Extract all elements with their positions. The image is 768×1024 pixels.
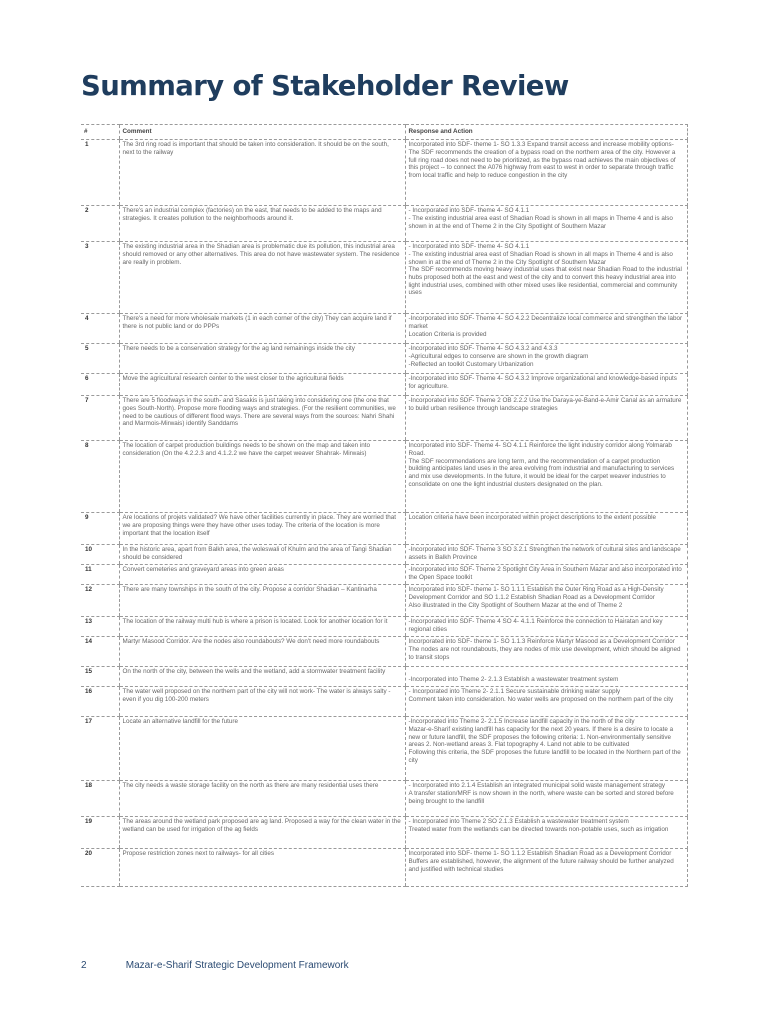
row-response bbox=[405, 848, 687, 886]
table-row bbox=[81, 584, 687, 616]
response-line: - The existing industrial area east of Shadian Road is shown in all maps in Theme 4 and is also shown in at the end of Theme 2 in the City Spotlight of Southern Mazar bbox=[408, 214, 673, 230]
table-row bbox=[81, 564, 687, 584]
table-row bbox=[81, 686, 687, 716]
table-row bbox=[81, 139, 687, 205]
row-response bbox=[405, 512, 687, 544]
table-row bbox=[81, 780, 687, 816]
response-line: -Incorporated into SDF- Theme 4- SO 4.2.2 Decentralize local commerce and strengthen the labor market bbox=[408, 315, 683, 330]
response-line: Incorporated into SDF- theme 1- SO 1.1.3 Reinforce Martyr Masood as a Development Corridor bbox=[408, 638, 675, 646]
row-response bbox=[405, 564, 687, 584]
page-footer bbox=[81, 960, 349, 971]
response-line: Comment taken into consideration. No water wells are proposed on the northern part of the city bbox=[408, 695, 674, 703]
page-number: 2 bbox=[81, 960, 87, 971]
row-comment: The water well proposed on the northern part of the city will not work- The water is always salty - even if you dig 100-200 meters bbox=[119, 686, 405, 716]
response-line: Treated water from the wetlands can be directed towards non-potable uses, such as irrigation bbox=[408, 825, 669, 833]
row-comment: There's an industrial complex (factories) on the east, that needs to be added to the maps and strategies. It creates pollution to the neighborhoods around it. bbox=[119, 205, 405, 241]
row-response bbox=[405, 440, 687, 512]
response-line: -Reflected an toolkit Customary Urbanization bbox=[408, 360, 534, 368]
row-comment: There's a need for more wholesale markets (1 in each corner of the city) They can acquire land if there is not public land or do PPPs bbox=[119, 313, 405, 343]
row-comment: Are locations of projets validated? We have other facilities currently in place. They are worried that we are proposing things were they have other uses today. The criteria of the location is more important that the location itself bbox=[119, 512, 405, 544]
row-comment: There needs to be a conservation strategy for the ag land remainings inside the city bbox=[119, 343, 405, 373]
row-number: 5 bbox=[81, 343, 119, 373]
row-response bbox=[405, 395, 687, 440]
table-row bbox=[81, 241, 687, 313]
table-row bbox=[81, 373, 687, 395]
row-number: 14 bbox=[81, 636, 119, 666]
response-line: Location criteria have been incorporated within project descriptions to the extent possible bbox=[408, 514, 656, 522]
table-row bbox=[81, 343, 687, 373]
table-row bbox=[81, 666, 687, 686]
row-number: 11 bbox=[81, 564, 119, 584]
row-response bbox=[405, 666, 687, 686]
row-comment: Move the agricultural research center to the west closer to the agricultural fields bbox=[119, 373, 405, 395]
response-line: -Incorporated into SDF- Theme 2 Spotlight City Area in Southern Mazar and also incorporated into the Open Space toolkit bbox=[408, 566, 682, 581]
response-line: The SDF recommends moving heavy industrial uses that exist near Shadian Road to the industrial hubs proposed both at the east and west of the city and to convert this heavy industrial area into light industrial uses, combined with other mixed uses like residential, commercial and community uses bbox=[408, 266, 682, 297]
row-comment: The 3rd ring road is important that should be taken into consideration. It should be on the south, next to the railway bbox=[119, 139, 405, 205]
row-comment: Propose restriction zones next to railways- for all cities bbox=[119, 848, 405, 886]
response-line: -Incorporated into SDF- Theme 4 SO 4- 4.1.1 Reinforce the connection to Hairatan and key regional cities bbox=[408, 618, 663, 633]
row-comment: The location of carpet production buildings needs to be shown on the map and taken into consideration (On the 4.2.2.3 and 4.1.2.2 we have the carpet weaver Shahrak- Mirwais) bbox=[119, 440, 405, 512]
row-number: 4 bbox=[81, 313, 119, 343]
response-line: The SDF recommends the creation of a bypass road on the northern area of the city. However a full ring road does not need to be prioritized, as the bypass road achieves the main objectives of this project -- to connect the A076 highway from east to west in order to separate through traffic from local traffic and help to reduce congestion in the city bbox=[408, 148, 676, 179]
response-line: Incorporated into SDF- theme 1- SO 1.1.1 Establish the Outer Ring Road as a High-Density Development Corridor and SO 1.1.2 Establish Shadian Road as a Development Corridor bbox=[408, 586, 664, 601]
response-line: The nodes are not roundabouts, they are nodes of mix use development, which should be aligned to transit stops bbox=[408, 645, 681, 661]
document-title: Mazar-e-Sharif Strategic Development Framework bbox=[125, 960, 349, 971]
response-line: Incorporated into SDF- theme 1- SO 1.1.2 Establish Shadian Road as a Development Corridor bbox=[408, 850, 672, 858]
row-response bbox=[405, 139, 687, 205]
row-response bbox=[405, 373, 687, 395]
response-line: Incorporated into SDF- Theme 4- SO 4.1.1 Reinforce the light industry corridor along Yolmarab Road. bbox=[408, 442, 672, 457]
table-row bbox=[81, 816, 687, 848]
row-response bbox=[405, 343, 687, 373]
row-response bbox=[405, 313, 687, 343]
response-line: -Incorporated into SDF- Theme 2 OB 2.2.2 Use the Daraya-ye-Band-e-Amir Canal as an armature to build urban resilience through landscape strategies bbox=[408, 397, 682, 412]
row-number: 17 bbox=[81, 716, 119, 780]
row-response bbox=[405, 584, 687, 616]
row-response bbox=[405, 780, 687, 816]
response-line: Following this criteria, the SDF proposes the future landfill to be located in the Northern part of the city bbox=[408, 748, 681, 764]
table-row bbox=[81, 313, 687, 343]
row-number: 20 bbox=[81, 848, 119, 886]
response-line: - Incorporated into Theme 2- 2.1.1 Secure sustainable drinking water supply bbox=[408, 688, 621, 696]
row-comment: The existing industrial area in the Shadian area is problematic due its pollution, this industrial area should removed or any other alternatives. This area do not have wastewater system. The residence are really in problem. bbox=[119, 241, 405, 313]
row-comment: In the historic area, apart from Balkh area, the woleswali of Khulm and the area of Tangi Shadian should be considered bbox=[119, 544, 405, 564]
row-number: 10 bbox=[81, 544, 119, 564]
row-response bbox=[405, 544, 687, 564]
response-line: Buffers are established, however, the alignment of the future railway should be further analyzed and justified with technical studies bbox=[408, 857, 674, 873]
response-line: -Incorporated into SDF- Theme 3 SO 3.2.1 Strengthen the network of cultural sites and landscape assets in Balkh Province bbox=[408, 546, 681, 561]
row-comment: The city needs a waste storage facility on the north as there are many residential uses there bbox=[119, 780, 405, 816]
row-comment: There are many townships in the south of the city. Propose a corridor Shadian – Kantinarha bbox=[119, 584, 405, 616]
row-number: 12 bbox=[81, 584, 119, 616]
response-line: - Incorporated into Theme 2 SO 2.1.3 Establish a wastewater treatment system bbox=[408, 818, 629, 826]
table-row bbox=[81, 440, 687, 512]
row-comment: Martyr Masood Corridor. Are the nodes also roundabouts? We don't need more roundabouts bbox=[119, 636, 405, 666]
row-comment: On the north of the city, between the wells and the wetland, add a stormwater treatment facility bbox=[119, 666, 405, 686]
row-number: 6 bbox=[81, 373, 119, 395]
row-number: 7 bbox=[81, 395, 119, 440]
table-row bbox=[81, 636, 687, 666]
response-line: -Agricultural edges to conserve are shown in the growth diagram bbox=[408, 352, 589, 360]
row-number: 8 bbox=[81, 440, 119, 512]
table-row bbox=[81, 544, 687, 564]
stakeholder-review-table bbox=[81, 124, 688, 887]
row-comment: There are 5 floodways in the south- and Sasakis is just taking into considering one (the one that goes South-North). Propose more flooding ways and strategies. (For the resilient communities, we need to be cautious of different flood ways. There are several ways from the sources: Nahri Shahi and Marmois-Mirwais) identify Sanddams bbox=[119, 395, 405, 440]
response-line: Location Criteria is provided bbox=[408, 330, 487, 338]
row-comment: Convert cemeteries and graveyard areas into green areas bbox=[119, 564, 405, 584]
response-line: The SDF recommendations are long term, and the recommendation of a carpet production building anticipates land uses in the area evolving from industrial and manufacturing to services and mix use developments. In the future, it would be ideal for the carpet weaver industries to consolidate on one the light industrial clusters designated on the plan. bbox=[408, 457, 675, 488]
row-response bbox=[405, 686, 687, 716]
response-line: - Incorporated into 2.1.4 Establish an integrated municipal solid waste management strategy bbox=[408, 782, 666, 790]
table-row bbox=[81, 395, 687, 440]
response-line bbox=[409, 668, 684, 676]
row-response bbox=[405, 205, 687, 241]
row-number: 2 bbox=[81, 205, 119, 241]
response-line: - The existing industrial area east of Shadian Road is shown in all maps in Theme 4 and is also shown in at the end of Theme 2 in the City Spotlight of Southern Mazar bbox=[408, 250, 673, 266]
row-number: 13 bbox=[81, 616, 119, 636]
page-title: Summary of Stakeholder Review bbox=[81, 70, 569, 102]
row-number: 19 bbox=[81, 816, 119, 848]
row-response bbox=[405, 616, 687, 636]
table-header-row bbox=[81, 125, 687, 140]
row-response bbox=[405, 716, 687, 780]
table-row bbox=[81, 512, 687, 544]
response-line: Incorporated into SDF- theme 1- SO 1.3.3 Expand transit access and increase mobility options- bbox=[408, 141, 674, 149]
response-line: - Incorporated into SDF- theme 4- SO 4.1.1 bbox=[408, 207, 530, 215]
row-response bbox=[405, 636, 687, 666]
table-row bbox=[81, 848, 687, 886]
table-row bbox=[81, 716, 687, 780]
row-number: 3 bbox=[81, 241, 119, 313]
header-comment: Comment bbox=[119, 125, 405, 140]
response-line: - Incorporated into SDF- theme 4- SO 4.1.1 bbox=[408, 243, 530, 251]
row-comment: Locate an alternative landfill for the future bbox=[119, 716, 405, 780]
row-number: 1 bbox=[81, 139, 119, 205]
response-line: -Incorporated into Theme 2- 2.1.5 Increase landfill capacity in the north of the city bbox=[408, 718, 635, 726]
response-line: Also illustrated in the City Spotlight of Southern Mazar at the end of Theme 2 bbox=[408, 601, 623, 609]
row-response bbox=[405, 816, 687, 848]
row-number: 9 bbox=[81, 512, 119, 544]
row-number: 15 bbox=[81, 666, 119, 686]
table-row bbox=[81, 616, 687, 636]
row-response bbox=[405, 241, 687, 313]
response-line: A transfer station/MRF is now shown in the north, where waste can be sorted and stored before being brought to the landfill bbox=[408, 789, 674, 805]
response-line: -Incorporated into Theme 2- 2.1.3 Establish a wastewater treatment system bbox=[408, 675, 619, 683]
row-number: 16 bbox=[81, 686, 119, 716]
response-line: -Incorporated into SDF- Theme 4- SO 4.3.2 and 4.3.3 bbox=[408, 345, 558, 353]
row-comment: The location of the railway multi hub is where a prison is located. Look for another location for it bbox=[119, 616, 405, 636]
row-comment: The areas around the wetland park proposed are ag land. Proposed a way for the clean water in the wetland can be used for irrigation of the ag fields bbox=[119, 816, 405, 848]
header-number: # bbox=[81, 125, 119, 140]
header-response: Response and Action bbox=[405, 125, 687, 140]
response-line: Mazar-e-Sharif existing landfill has capacity for the next 20 years. If there is a desire to locate a new or future landfill, the SDF proposes the following criteria: 1. Non-environmentally sensitive areas 2. Non-wetland areas 3. Flat topography 4. Land not able to be cultivated bbox=[408, 725, 674, 749]
table-row bbox=[81, 205, 687, 241]
row-number: 18 bbox=[81, 780, 119, 816]
response-line: -Incorporated into SDF- Theme 4- SO 4.3.2 Improve organizational and knowledge-based inputs for agriculture. bbox=[408, 375, 677, 390]
